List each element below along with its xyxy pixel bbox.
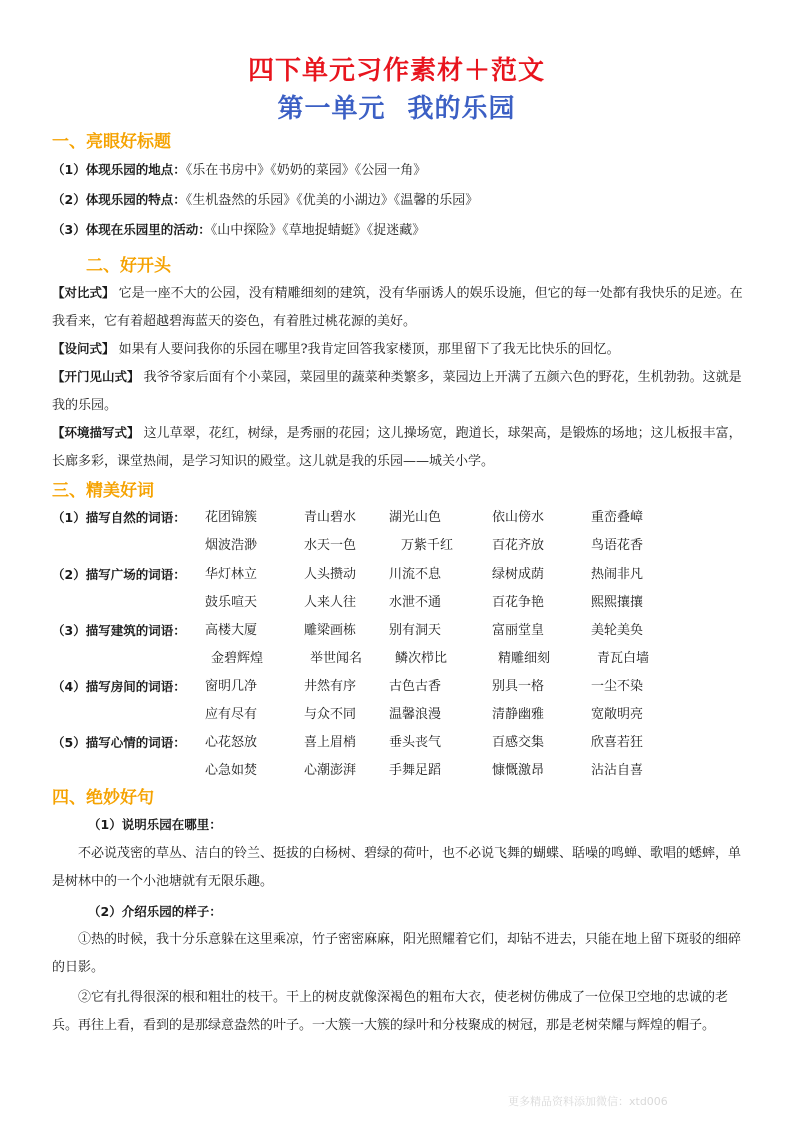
word-item: 华灯林立: [205, 567, 258, 582]
opening-text: 它是一座不大的公园，没有精雕细刻的建筑，没有华丽诱人的娱乐设施，但它的每一处都有我快乐的足迹。在我看来，它有着超越碧海蓝天的姿色，有着胜过桃花源的美好。: [52, 286, 743, 329]
word-item: 举世闻名: [310, 651, 363, 666]
opening-label: 【对比式】: [52, 285, 115, 300]
word-item: 高楼大厦: [205, 623, 258, 638]
word-item: 慷慨激昂: [492, 763, 545, 778]
sentence-paragraph: ②它有扎得很深的根和粗壮的枝干。干上的树皮就像深褐色的粗布大衣，使老树仿佛成了一位保卫空地的忠诚的老兵。再往上看，看到的是那绿意盎然的叶子。一大簇一大簇的绿叶和分枝聚成的树冠，那是老树荣耀与辉煌的帽子。: [52, 990, 729, 1033]
word-item: 熙熙攘攘: [591, 595, 644, 610]
word-item: 鳞次栉比: [395, 651, 448, 666]
word-row: [52, 565, 752, 585]
word-item: 百花齐放: [492, 538, 545, 553]
opening-text: 我爷爷家后面有个小菜园，菜园里的蔬菜种类繁多，菜园边上开满了五颜六色的野花，生机勃勃。这就是我的乐园。: [52, 370, 742, 413]
opening-text: 如果有人要问我你的乐园在哪里?我肯定回答我家楼顶，那里留下了我无比快乐的回忆。: [114, 342, 620, 357]
word-row: [52, 733, 752, 753]
title-item: [52, 190, 752, 211]
word-item: 垂头丧气: [389, 735, 442, 750]
section-heading-titles: 一、亮眼好标题: [52, 132, 171, 152]
word-item: 与众不同: [304, 707, 357, 722]
word-item: 烟波浩渺: [205, 538, 258, 553]
watermark-footer: 更多精品资料添加微信：xtd006: [508, 1095, 668, 1108]
word-group-label: （5）描写心情的词语：: [52, 735, 186, 750]
word-row: [52, 536, 752, 556]
word-item: 鼓乐喧天: [205, 595, 258, 610]
word-item: 宽敞明亮: [591, 707, 644, 722]
word-item: 清静幽雅: [492, 707, 545, 722]
word-item: 心急如焚: [205, 763, 258, 778]
word-item: 热闹非凡: [591, 567, 644, 582]
item-text: 《山中探险》《草地捉蜻蜓》《捉迷藏》: [210, 223, 426, 238]
word-item: 重峦叠嶂: [591, 510, 644, 525]
word-item: 手舞足蹈: [389, 763, 442, 778]
opening-paragraph: [52, 419, 744, 476]
word-item: 人来人往: [304, 595, 357, 610]
word-item: 依山傍水: [492, 510, 545, 525]
word-row: [52, 705, 752, 725]
word-item: 应有尽有: [205, 707, 258, 722]
word-row: [52, 677, 752, 697]
word-group-label: （2）描写广场的词语：: [52, 567, 186, 582]
word-item: 湖光山色: [389, 510, 442, 525]
word-group-label: （1）描写自然的词语：: [52, 510, 186, 525]
word-item: 沾沾自喜: [591, 763, 644, 778]
word-item: 花团锦簇: [205, 510, 258, 525]
word-item: 美轮美奂: [591, 623, 644, 638]
word-item: 富丽堂皇: [492, 623, 545, 638]
word-item: 青瓦白墙: [597, 651, 650, 666]
opening-paragraph: [52, 279, 744, 336]
word-item: 百花争艳: [492, 595, 545, 610]
word-item: 别有洞天: [389, 623, 442, 638]
opening-label: 【设问式】: [52, 341, 115, 356]
word-row: [52, 761, 752, 781]
section-heading-sentences: 四、绝妙好句: [52, 788, 154, 808]
word-item: 井然有序: [304, 679, 357, 694]
word-item: 人头攒动: [304, 567, 357, 582]
word-item: 温馨浪漫: [389, 707, 442, 722]
word-item: 窗明几净: [205, 679, 258, 694]
word-item: 别具一格: [492, 679, 545, 694]
opening-label: 【环境描写式】: [52, 425, 140, 440]
word-item: 青山碧水: [304, 510, 357, 525]
word-row: [52, 621, 752, 641]
word-item: 一尘不染: [591, 679, 644, 694]
title-item: [52, 160, 752, 181]
sentence-subheading: （2）介绍乐园的样子：: [88, 904, 222, 919]
document-subtitle: 第一单元 我的乐园: [277, 94, 516, 124]
word-group-label: （3）描写建筑的词语：: [52, 623, 186, 638]
word-item: 精雕细刻: [498, 651, 551, 666]
word-item: 喜上眉梢: [304, 735, 357, 750]
word-item: 雕梁画栋: [304, 623, 357, 638]
word-item: 欣喜若狂: [591, 735, 644, 750]
item-label: （3）体现在乐园里的活动：: [52, 222, 211, 237]
section-heading-words: 三、精美好词: [52, 481, 154, 501]
word-item: 心花怒放: [205, 735, 258, 750]
sentence-paragraph: ①热的时候，我十分乐意躲在这里乘凉，竹子密密麻麻，阳光照耀着它们，却钻不进去，只能在地上留下斑驳的细碎的日影。: [52, 932, 742, 975]
word-row: [52, 508, 752, 528]
word-item: 心潮澎湃: [304, 763, 357, 778]
word-item: 金碧辉煌: [211, 651, 264, 666]
item-text: 《生机盎然的乐园》《优美的小湖边》《温馨的乐园》: [185, 193, 479, 208]
word-item: 水天一色: [304, 538, 357, 553]
item-label: （2）体现乐园的特点：: [52, 192, 186, 207]
section-heading-openings: 二、好开头: [86, 256, 171, 276]
opening-text: 这儿草翠，花红，树绿，是秀丽的花园；这儿操场宽，跑道长，球架高，是锻炼的场地；这儿板报丰富，长廊多彩，课堂热闹，是学习知识的殿堂。这儿就是我的乐园——城关小学。: [52, 426, 742, 469]
opening-paragraph: [52, 335, 744, 364]
word-item: 川流不息: [389, 567, 442, 582]
word-item: 百感交集: [492, 735, 545, 750]
item-text: 《乐在书房中》《奶奶的菜园》《公园一角》: [185, 163, 427, 178]
item-label: （1）体现乐园的地点：: [52, 162, 186, 177]
sentence-paragraph: 不必说茂密的草丛、洁白的铃兰、挺拔的白杨树、碧绿的荷叶，也不必说飞舞的蝴蝶、聒噪的鸣蝉、歌唱的蟋蟀，单是树林中的一个小池塘就有无限乐趣。: [52, 846, 742, 889]
opening-label: 【开门见山式】: [52, 369, 140, 384]
opening-paragraph: [52, 363, 744, 420]
title-item: [52, 220, 752, 241]
sentence-subheading: （1）说明乐园在哪里：: [88, 817, 222, 832]
document-title: 四下单元习作素材＋范文: [247, 56, 545, 86]
word-row: [52, 593, 752, 613]
word-item: 绿树成荫: [492, 567, 545, 582]
word-item: 古色古香: [389, 679, 442, 694]
word-item: 鸟语花香: [591, 538, 644, 553]
word-item: 万紫千红: [401, 538, 454, 553]
word-group-label: （4）描写房间的词语：: [52, 679, 186, 694]
word-item: 水泄不通: [389, 595, 442, 610]
word-row: [52, 649, 752, 669]
